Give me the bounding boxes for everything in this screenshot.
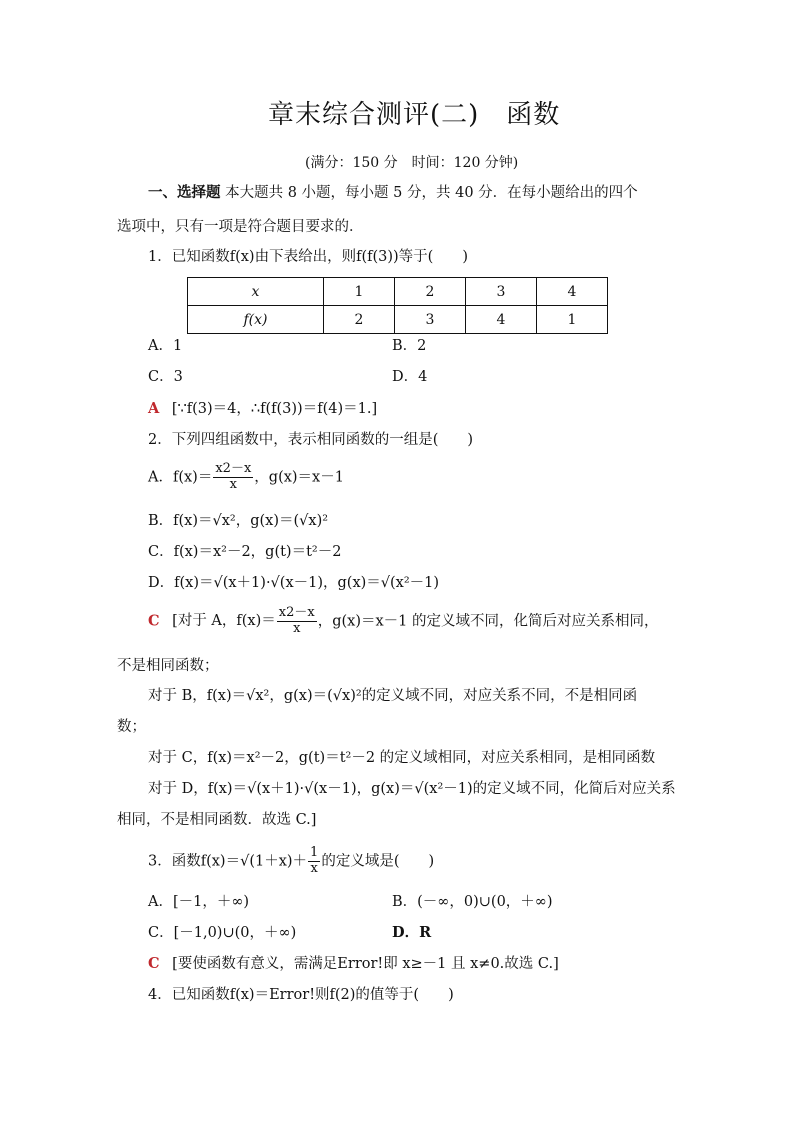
table-cell: 4 (537, 278, 608, 306)
fraction: $\frac{x2-x}{x}$ (215, 461, 252, 492)
q2-solution-line: 不是相同函数； (117, 658, 219, 674)
answer-letter: C (148, 612, 160, 630)
table-cell: 3 (395, 306, 466, 334)
table-row (188, 278, 608, 306)
q2-option-a: A．f(x)＝ $\frac{x2-x}{x}$ ，g(x)＝x－1 (148, 461, 344, 492)
table-cell: 1 (324, 278, 395, 306)
q1-option-a: A．1 (148, 338, 183, 354)
q2-solution-line: 对于 B，f(x)＝√x²，g(x)＝(√x)²的定义域不同，对应关系不同，不是相同函 (148, 688, 638, 704)
q1-option-d: D．4 (392, 369, 428, 385)
table-cell: 1 (537, 306, 608, 334)
page-subtitle: (满分：150 分 时间：120 分钟) (305, 155, 519, 171)
table-cell: 2 (395, 278, 466, 306)
q4-stem: 4．已知函数f(x)＝Error!则f(2)的值等于( ) (148, 987, 454, 1003)
q3-answer: C [要使函数有意义，需满足Error!即 x≥－1 且 x≠0.故选 C.] (148, 955, 559, 972)
q1-answer: A [∵f(3)＝4，∴f(f(3))＝f(4)＝1.] (148, 400, 378, 417)
table-cell: 3 (466, 278, 537, 306)
q2-option-b: B．f(x)＝√x²，g(x)＝(√x)² (148, 513, 329, 529)
q1-table (187, 277, 608, 334)
table-cell: f(x) (188, 306, 324, 334)
table-cell: 2 (324, 306, 395, 334)
q2-solution-line: 数； (117, 719, 146, 735)
q2-option-c: C．f(x)＝x²－2，g(t)＝t²－2 (148, 544, 342, 560)
section-intro: 一、选择题 本大题共 8 小题，每小题 5 分，共 40 分．在每小题给出的四个 (148, 184, 638, 201)
table-cell: 4 (466, 306, 537, 334)
q3-option-a: A．[－1，＋∞) (148, 894, 250, 910)
q1-stem: 1．已知函数f(x)由下表给出，则f(f(3))等于( ) (148, 249, 468, 265)
q3-option-c: C．[－1,0)∪(0，＋∞) (148, 925, 297, 941)
q3-option-b: B．(－∞，0)∪(0，＋∞) (392, 894, 553, 910)
page-title: 章末综合测评(二) 函数 (268, 100, 561, 130)
answer-letter: A (148, 400, 160, 417)
q3-stem: 3．函数f(x)＝√(1＋x)＋ $\frac{1}{x}$ 的定义域是( ) (148, 845, 435, 876)
q1-option-b: B．2 (392, 338, 427, 354)
q3-option-d: D．R (392, 924, 432, 941)
fraction: $\frac{x2-x}{x}$ (278, 605, 315, 636)
q2-solution-line: 对于 D，f(x)＝√(x＋1)·√(x－1)，g(x)＝√(x²－1)的定义域不同，化简后对应关系 (148, 781, 676, 797)
q1-option-c: C．3 (148, 369, 183, 385)
q2-answer: C [对于 A，f(x)＝ $\frac{x2-x}{x}$ ，g(x)＝x－1 的定义域不同，化简后对应关系相同， (148, 605, 659, 636)
section-intro-line2: 选项中，只有一项是符合题目要求的． (117, 219, 364, 235)
section-heading: 一、选择题 (148, 184, 221, 201)
q2-solution-line: 对于 C，f(x)＝x²－2，g(t)＝t²－2 的定义域相同，对应关系相同，是相同函数 (148, 750, 656, 766)
q2-option-d: D．f(x)＝√(x＋1)·√(x－1)，g(x)＝√(x²－1) (148, 575, 440, 591)
q2-stem: 2．下列四组函数中，表示相同函数的一组是( ) (148, 432, 474, 448)
fraction: $\frac{1}{x}$ (310, 845, 319, 876)
table-cell: x (188, 278, 324, 306)
table-row (188, 306, 608, 334)
q2-solution-line: 相同，不是相同函数．故选 C.] (117, 812, 317, 828)
answer-letter: C (148, 955, 160, 972)
